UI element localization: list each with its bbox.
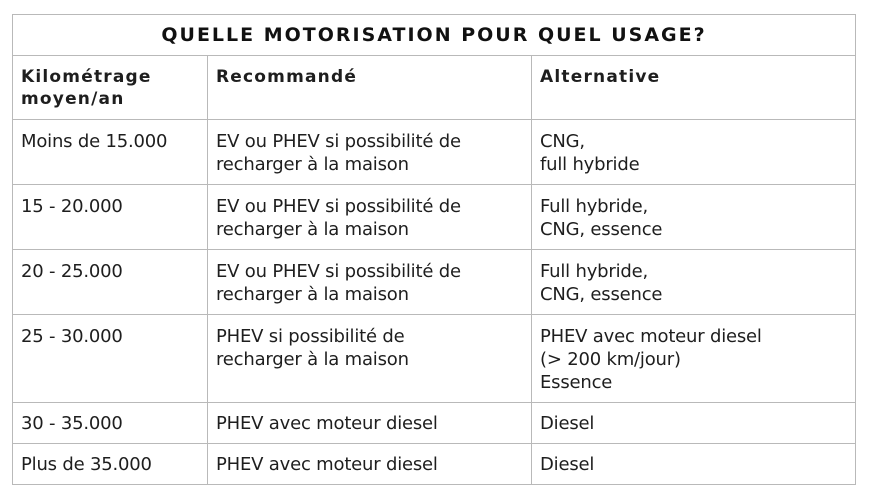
header-recommande: Recommandé [208,56,532,120]
table-row [13,403,856,444]
header-row [13,56,856,120]
table-row [13,250,856,315]
row-km-cell: 30 - 35.000 [13,403,208,444]
header-alternative: Alternative [532,56,856,120]
row-km-cell: 15 - 20.000 [13,185,208,250]
row-km-cell: Plus de 35.000 [13,444,208,485]
usage-table-container [12,14,855,485]
table-row [13,444,856,485]
row-alternative-cell: CNG, full hybride [532,120,856,185]
title-row [13,15,856,56]
motorisation-table [12,14,856,485]
row-alternative-cell: Diesel [532,403,856,444]
row-recommande-cell: EV ou PHEV si possibilité de recharger à la maison [208,120,532,185]
row-km-cell: Moins de 15.000 [13,120,208,185]
row-alternative-cell: Full hybride, CNG, essence [532,185,856,250]
row-recommande-cell: EV ou PHEV si possibilité de recharger à la maison [208,250,532,315]
table-row [13,315,856,403]
table-row [13,185,856,250]
row-km-cell: 20 - 25.000 [13,250,208,315]
row-recommande-cell: PHEV si possibilité de recharger à la maison [208,315,532,403]
table-row [13,120,856,185]
header-kilometrage: Kilométrage moyen/an [13,56,208,120]
row-recommande-cell: EV ou PHEV si possibilité de recharger à la maison [208,185,532,250]
row-alternative-cell: Full hybride, CNG, essence [532,250,856,315]
table-title: QUELLE MOTORISATION POUR QUEL USAGE? [13,15,856,56]
row-km-cell: 25 - 30.000 [13,315,208,403]
row-alternative-cell: Diesel [532,444,856,485]
row-alternative-cell: PHEV avec moteur diesel (> 200 km/jour) Essence [532,315,856,403]
row-recommande-cell: PHEV avec moteur diesel [208,403,532,444]
row-recommande-cell: PHEV avec moteur diesel [208,444,532,485]
